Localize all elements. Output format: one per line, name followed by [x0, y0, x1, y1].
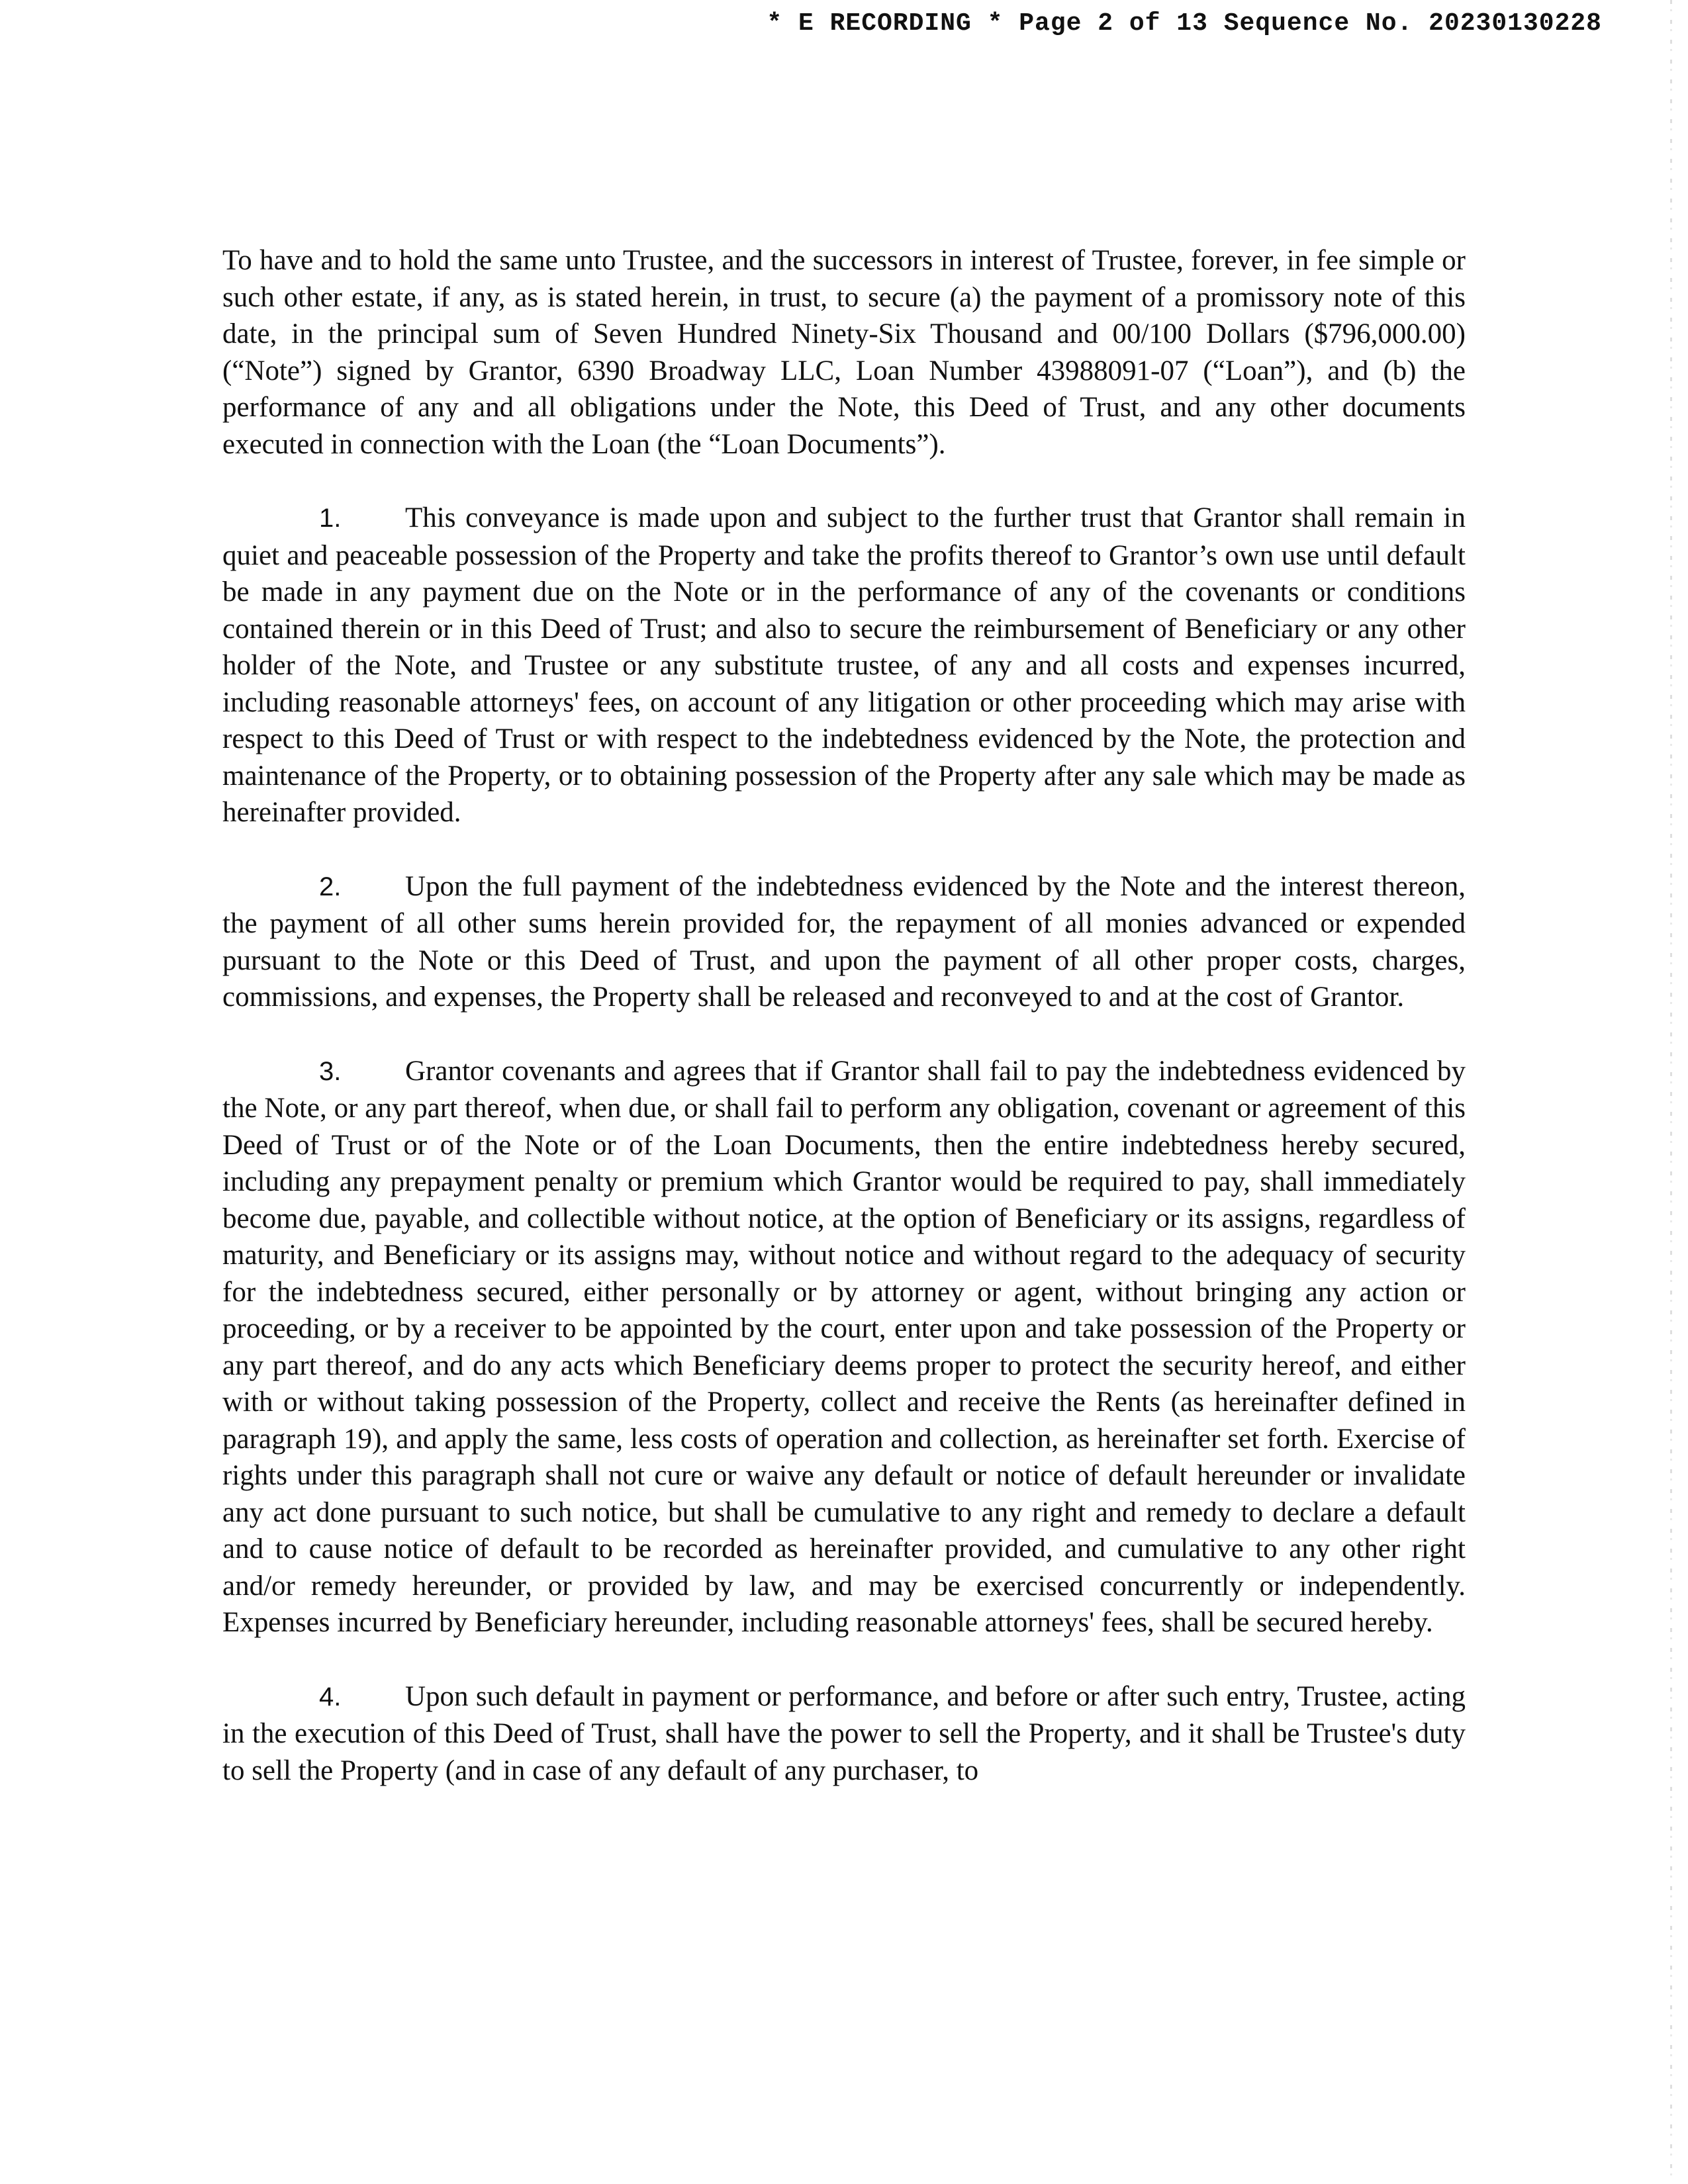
paragraph-text: Upon the full payment of the indebtedness evidenced by the Note and the interest thereon, the payment of all other sums herein provided for, the repayment of all monies advanced or expended pursuant to the Note or this Deed of Trust, and upon the payment of all other proper costs, charges, commissions, and expenses, the Property shall be released and reconveyed to and at the cost of Grantor. — [222, 870, 1466, 1013]
paragraph-1 — [222, 500, 1466, 831]
paragraph-text: Grantor covenants and agrees that if Grantor shall fail to pay the indebtedness evidenced by the Note, or any part thereof, when due, or shall fail to perform any obligation, covenant or agreement of this Deed of Trust or of the Note or of the Loan Documents, then the entire indebtedness hereby secured, including any prepayment penalty or premium which Grantor would be required to pay, shall immediately become due, payable, and collectible without notice, at the option of Beneficiary or its assigns, regardless of maturity, and Beneficiary or its assigns may, without notice and without regard to the adequacy of security for the indebtedness secured, either personally or by attorney or agent, without bringing any action or proceeding, or by a receiver to be appointed by the court, enter upon and take possession of the Property or any part thereof, and do any acts which Beneficiary deems proper to protect the security hereof, and either with or without taking possession of the Property, collect and receive the Rents (as hereinafter defined in paragraph 19), and apply the same, less costs of operation and collection, as hereinafter set forth. Exercise of rights under this paragraph shall not cure or waive any default or notice of default hereunder or invalidate any act done pursuant to such notice, but shall be cumulative to any right and remedy to declare a default and to cause notice of default to be recorded as hereinafter provided, and cumulative to any other right and/or remedy hereunder, or provided by law, and may be exercised concurrently or independently. Expenses incurred by Beneficiary hereunder, including reasonable attorneys' fees, shall be secured hereby. — [222, 1055, 1466, 1638]
paragraph-2 — [222, 868, 1466, 1016]
paragraph-number: 1. — [319, 504, 342, 533]
paragraph-4 — [222, 1678, 1466, 1790]
scan-edge-artifact — [1670, 0, 1672, 2184]
paragraph-number: 2. — [319, 872, 342, 901]
paragraph-text: Upon such default in payment or performance, and before or after such entry, Trustee, acting in the execution of this Deed of Trust, shall have the power to sell the Property, and it shall be Trustee's duty to sell the Property (and in case of any default of any purchaser, to — [222, 1680, 1466, 1786]
paragraph-number: 3. — [319, 1056, 342, 1086]
document-body — [222, 242, 1466, 1789]
paragraph-number: 4. — [319, 1682, 342, 1711]
paragraph-3 — [222, 1053, 1466, 1641]
paragraph-text: This conveyance is made upon and subject to the further trust that Grantor shall remain in quiet and peaceable possession of the Property and take the profits thereof to Grantor’s own use until default be made in any payment due on the Note or in the performance of any of the covenants or conditions contained therein or in this Deed of Trust; and also to secure the reimbursement of Beneficiary or any other holder of the Note, and Trustee or any substitute trustee, of any and all costs and expenses incurred, including reasonable attorneys' fees, on account of any litigation or other proceeding which may arise with respect to this Deed of Trust or with respect to the indebtedness evidenced by the Note, the protection and maintenance of the Property, or to obtaining possession of the Property after any sale which may be made as hereinafter provided. — [222, 502, 1466, 828]
habendum-paragraph — [222, 242, 1466, 463]
recording-header: * E RECORDING * Page 2 of 13 Sequence No. 20230130228 — [767, 9, 1602, 38]
paragraph-text: To have and to hold the same unto Trustee, and the successors in interest of Trustee, forever, in fee simple or such other estate, if any, as is stated herein, in trust, to secure (a) the payment of a promissory note of this date, in the principal sum of Seven Hundred Ninety-Six Thousand and 00/100 Dollars ($796,000.00) (“Note”) signed by Grantor, 6390 Broadway LLC, Loan Number 43988091-07 (“Loan”), and (b) the performance of any and all obligations under the Note, this Deed of Trust, and any other documents executed in connection with the Loan (the “Loan Documents”). — [222, 245, 1466, 460]
